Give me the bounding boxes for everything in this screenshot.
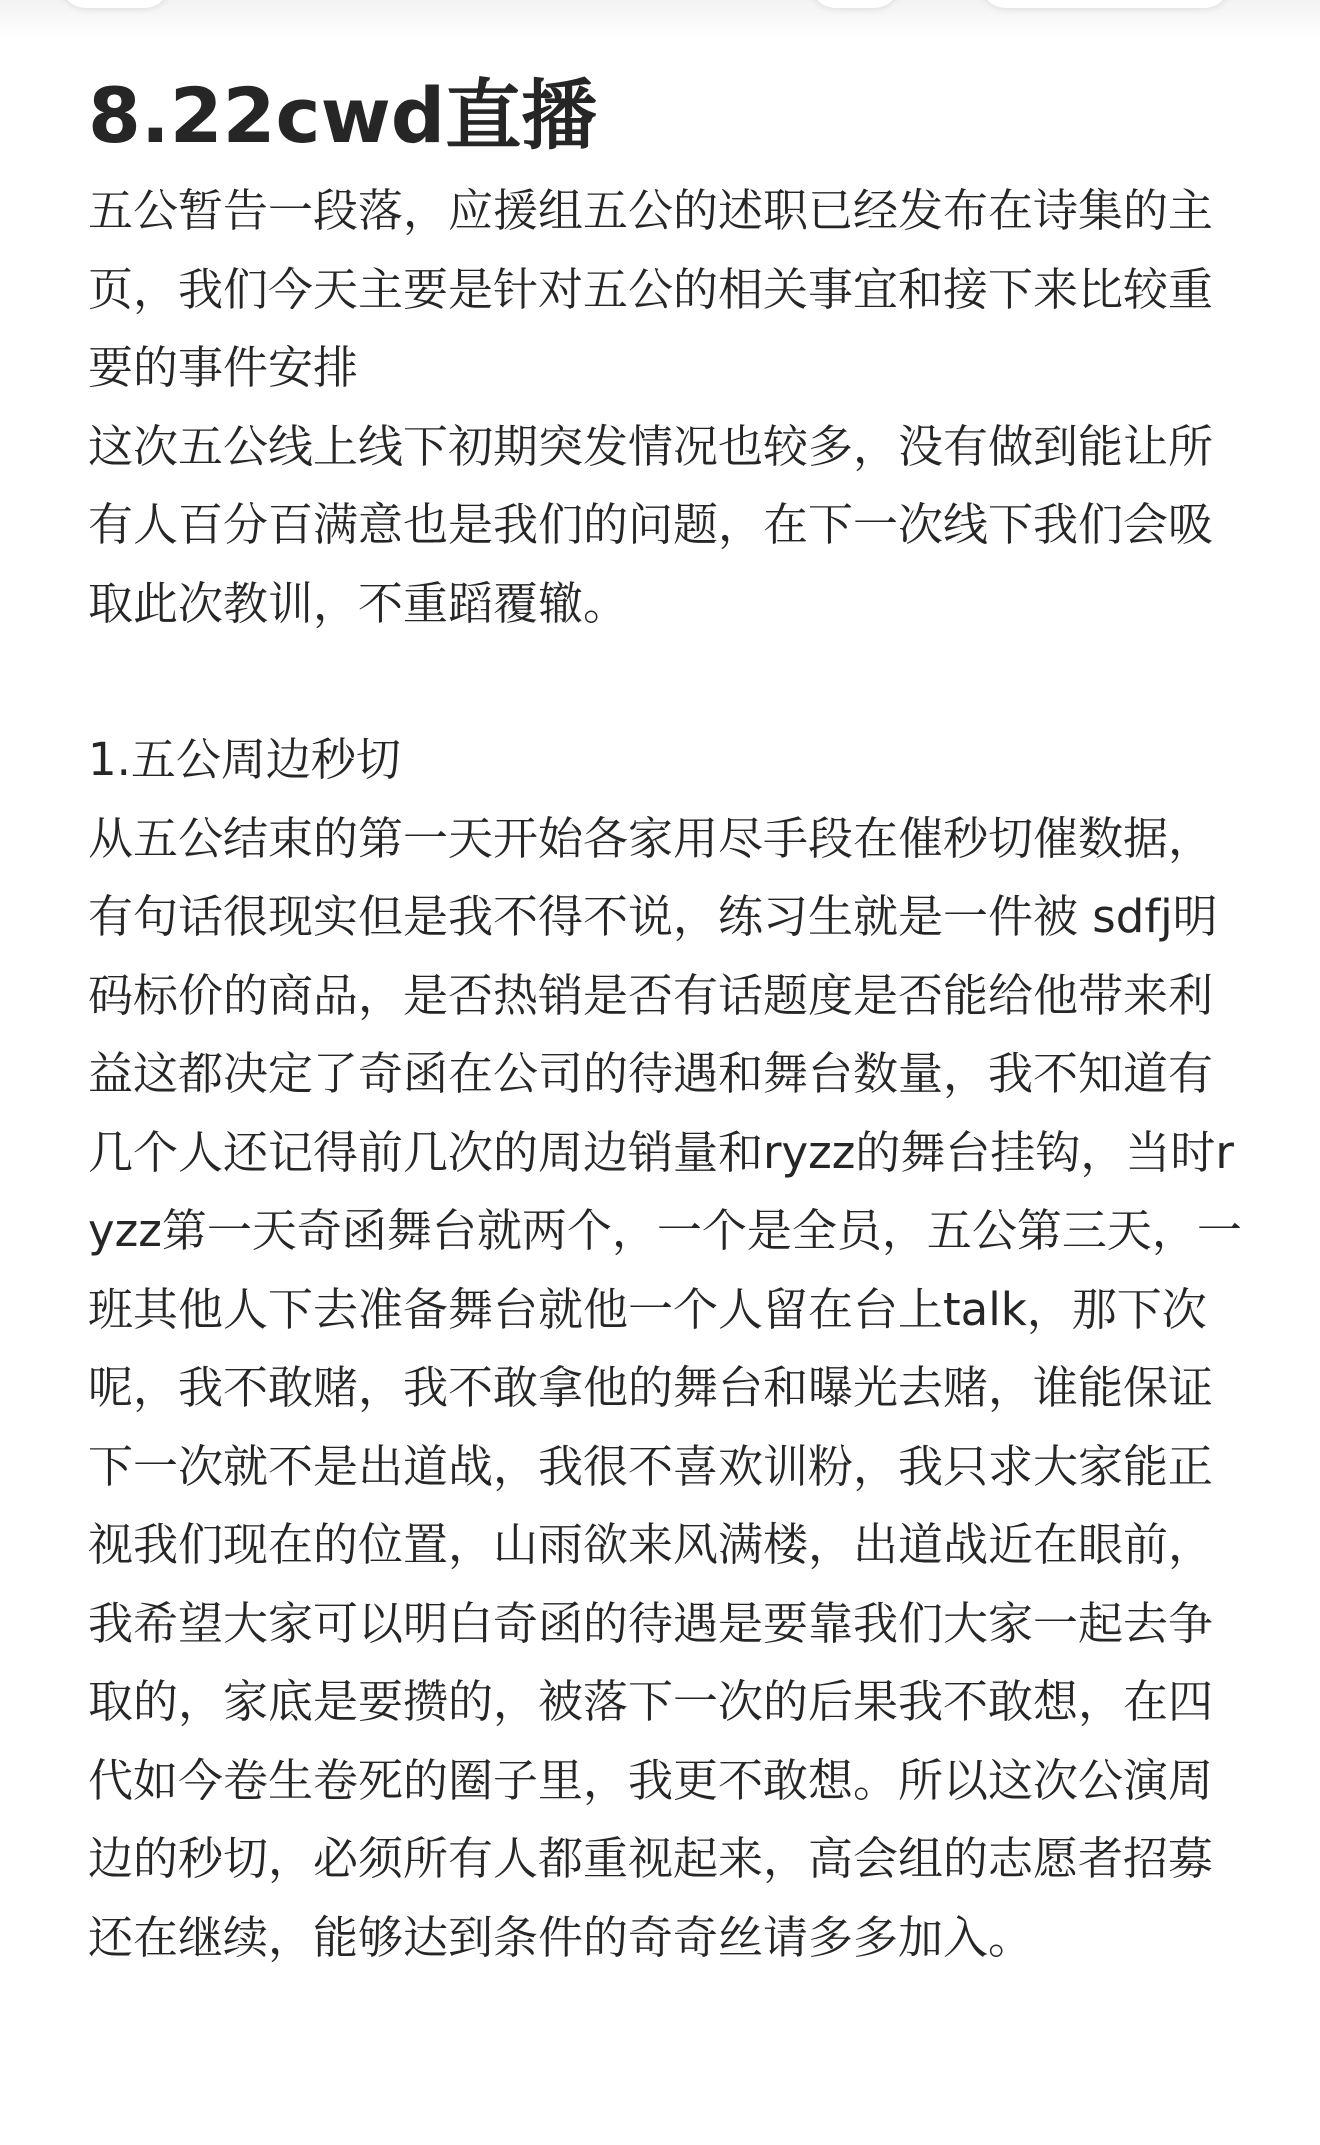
section-body: 从五公结束的第一天开始各家用尽手段在催秒切催数据，有句话很现实但是我不得不说，练习生就是一件被 sdfj明码标价的商品，是否热销是否有话题度是否能给他带来利益这都决定了奇函在公司的待遇和舞台数量，我不知道有几个人还记得前几次的周边销量和ryzz的舞台挂钩，当时ryzz第一天奇函舞台就两个，一个是全员，五公第三天，一班其他人下去准备舞台就他一个人留在台上talk，那下次呢，我不敢赌，我不敢拿他的舞台和曝光去赌，谁能保证下一次就不是出道战，我很不喜欢训粉，我只求大家能正视我们现在的位置，山雨欲来风满楼，出道战近在眼前，我希望大家可以明白奇函的待遇是要靠我们大家一起去争取的，家底是要攒的，被落下一次的后果我不敢想，在四代如今卷生卷死的圈子里，我更不敢想。所以这次公演周边的秒切，必须所有人都重视起来，高会组的志愿者招募还在继续，能够达到条件的奇奇丝请多多加入。 bbox=[88, 811, 1242, 1964]
intro-paragraph: 五公暂告一段落，应援组五公的述职已经发布在诗集的主页，我们今天主要是针对五公的相关事宜和接下来比较重要的事件安排 bbox=[88, 184, 1214, 394]
top-middle-button[interactable] bbox=[810, 0, 900, 8]
top-bar bbox=[0, 0, 1320, 40]
section-heading: 1.五公周边秒切 bbox=[88, 733, 401, 786]
paragraph-gap bbox=[88, 643, 1248, 721]
top-right-button[interactable] bbox=[980, 0, 1230, 8]
apology-paragraph: 这次五公线上线下初期突发情况也较多，没有做到能让所有人百分百满意也是我们的问题，在下一次线下我们会吸取此次教训，不重蹈覆辙。 bbox=[88, 419, 1214, 630]
article-content bbox=[88, 66, 1248, 1977]
top-left-button[interactable] bbox=[60, 0, 170, 8]
article-title: 8.22cwd直播 bbox=[88, 71, 598, 160]
